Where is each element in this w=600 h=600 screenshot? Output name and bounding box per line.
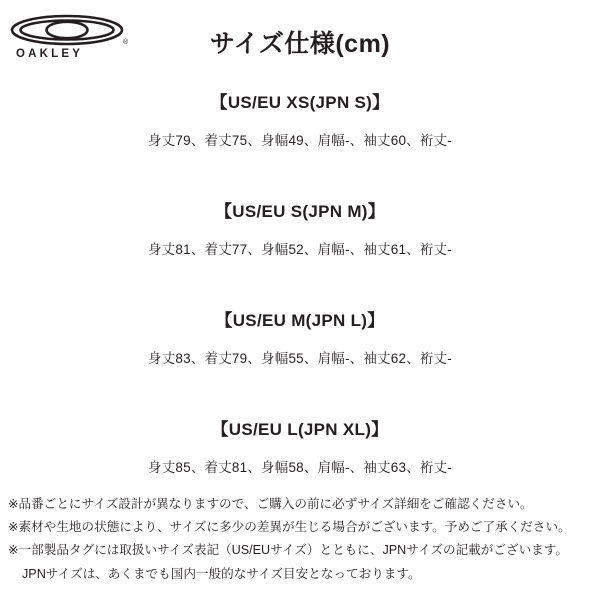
size-label: 【US/EU S(JPN M)】 [214, 202, 386, 221]
size-label: 【US/EU M(JPN L)】 [215, 311, 385, 330]
size-measurements: 身丈81、着丈77、身幅52、肩幅-、袖丈61、裄丈- [148, 242, 452, 257]
svg-text:®: ® [123, 39, 129, 46]
disclaimer-notes [8, 493, 592, 586]
svg-text:OAKLEY: OAKLEY [16, 48, 84, 60]
size-list [0, 88, 600, 476]
size-block-m [0, 306, 600, 367]
page-header [0, 0, 600, 72]
size-label: 【US/EU L(JPN XL)】 [211, 420, 389, 439]
size-measurements: 身丈83、着丈79、身幅55、肩幅-、袖丈62、裄丈- [148, 351, 452, 366]
size-label: 【US/EU XS(JPN S)】 [210, 93, 390, 112]
note-line-3: ※一部製品タグには取扱いサイズ表記（US/EUサイズ）とともに、JPNサイズの記載がございます。 [8, 543, 568, 558]
note-line-4: JPNサイズは、あくまでも国内一般的なサイズ目安となっております。 [22, 566, 421, 581]
size-measurements: 身丈85、着丈81、身幅58、肩幅-、袖丈63、裄丈- [148, 460, 452, 475]
page-title: サイズ仕様(cm) [209, 30, 391, 58]
note-line-1: ※品番ごとにサイズ設計が異なりますので、ご購入の前に必ずサイズ詳細をご確認ください。 [8, 496, 533, 511]
size-block-xs [0, 88, 600, 149]
size-measurements: 身丈79、着丈75、身幅49、肩幅-、袖丈60、裄丈- [148, 133, 452, 148]
size-block-s [0, 197, 600, 258]
size-block-l [0, 415, 600, 476]
note-line-2: ※素材や生地の状態により、サイズに多少の差異が生じる場合がございます。予めご了承ください。 [8, 520, 571, 535]
